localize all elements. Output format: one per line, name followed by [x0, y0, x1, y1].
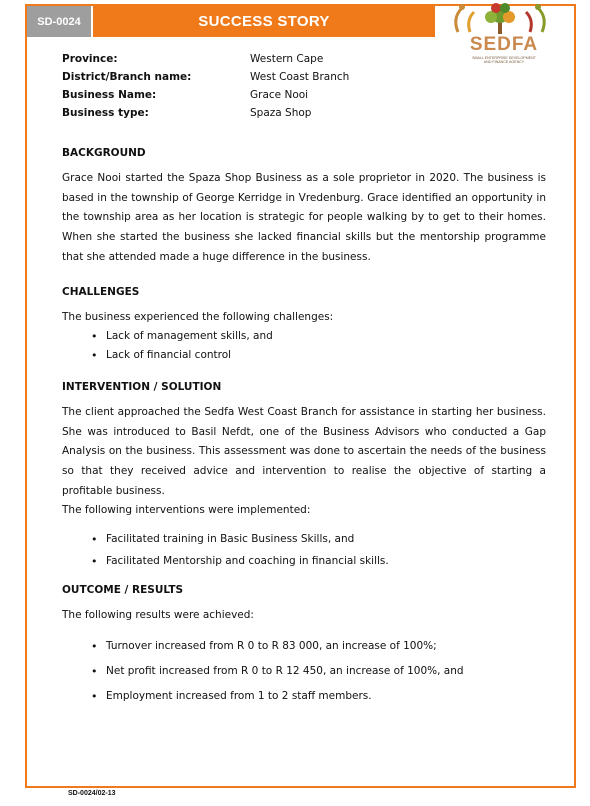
- background-heading: BACKGROUND: [62, 147, 146, 159]
- sedfa-logo: [444, 2, 556, 64]
- challenges-list: [62, 327, 273, 365]
- footer-document-code: SD-0024/02-13: [68, 790, 116, 797]
- tree-figures-icon: [444, 2, 556, 38]
- list-item: • Employment increased from 1 to 2 staff members.: [62, 687, 464, 706]
- info-value: West Coast Branch: [250, 71, 350, 83]
- info-value: Spaza Shop: [250, 107, 312, 119]
- list-item: • Turnover increased from R 0 to R 83 000, an increase of 100%;: [62, 637, 464, 662]
- info-value: Grace Nooi: [250, 89, 309, 101]
- intervention-paragraph: The client approached the Sedfa West Coast Branch for assistance in starting her business. She was introduced to Basil Nefdt, one of the Business Advisors who conducted a Gap Analysis on the business. This assessment was done to ascertain the needs of the business so that they received advice and intervention to realise the objective of starting a profitable business.: [62, 406, 546, 497]
- interventions-list: [62, 530, 389, 571]
- challenges-heading: CHALLENGES: [62, 286, 140, 298]
- info-value: Western Cape: [250, 53, 324, 65]
- info-row-branch: [62, 68, 349, 86]
- info-label: District/Branch name:: [62, 71, 192, 83]
- list-item: • Lack of management skills, and: [62, 327, 273, 346]
- info-label: Business Name:: [62, 89, 157, 101]
- info-row-province: [62, 50, 349, 68]
- challenges-intro: The business experienced the following challenges:: [62, 311, 334, 323]
- logo-tagline: SMALL ENTERPRISE DEVELOPMENT AND FINANCE AGENCY: [472, 56, 536, 64]
- list-item: • Lack of financial control: [62, 346, 273, 365]
- logo-wordmark: SEDFA: [469, 34, 539, 55]
- info-label: Business type:: [62, 107, 149, 119]
- list-item: • Facilitated Mentorship and coaching in financial skills.: [62, 552, 389, 571]
- business-info-table: [62, 50, 349, 122]
- info-row-business-name: [62, 86, 349, 104]
- info-row-business-type: [62, 104, 349, 122]
- interventions-intro: The following interventions were implemented:: [62, 504, 311, 516]
- outcome-heading: OUTCOME / RESULTS: [62, 584, 184, 596]
- page-title: SUCCESS STORY: [93, 6, 435, 37]
- list-item: • Net profit increased from R 0 to R 12 450, an increase of 100%, and: [62, 662, 464, 687]
- list-item: • Facilitated training in Basic Business Skills, and: [62, 530, 389, 552]
- intervention-heading: INTERVENTION / SOLUTION: [62, 381, 222, 393]
- document-code-badge: SD-0024: [27, 6, 91, 37]
- outcome-intro: The following results were achieved:: [62, 609, 254, 621]
- info-label: Province:: [62, 53, 118, 65]
- outcome-list: [62, 637, 464, 706]
- background-paragraph: Grace Nooi started the Spaza Shop Business as a sole proprietor in 2020. The business is based in the township of George Kerridge in Vredenburg. Grace identified an opportunity in the township area as her location is strategic for people walking by to get to their homes. When she started the business she lacked financial skills but the mentorship programme that she attended made a huge difference in the business.: [62, 172, 546, 263]
